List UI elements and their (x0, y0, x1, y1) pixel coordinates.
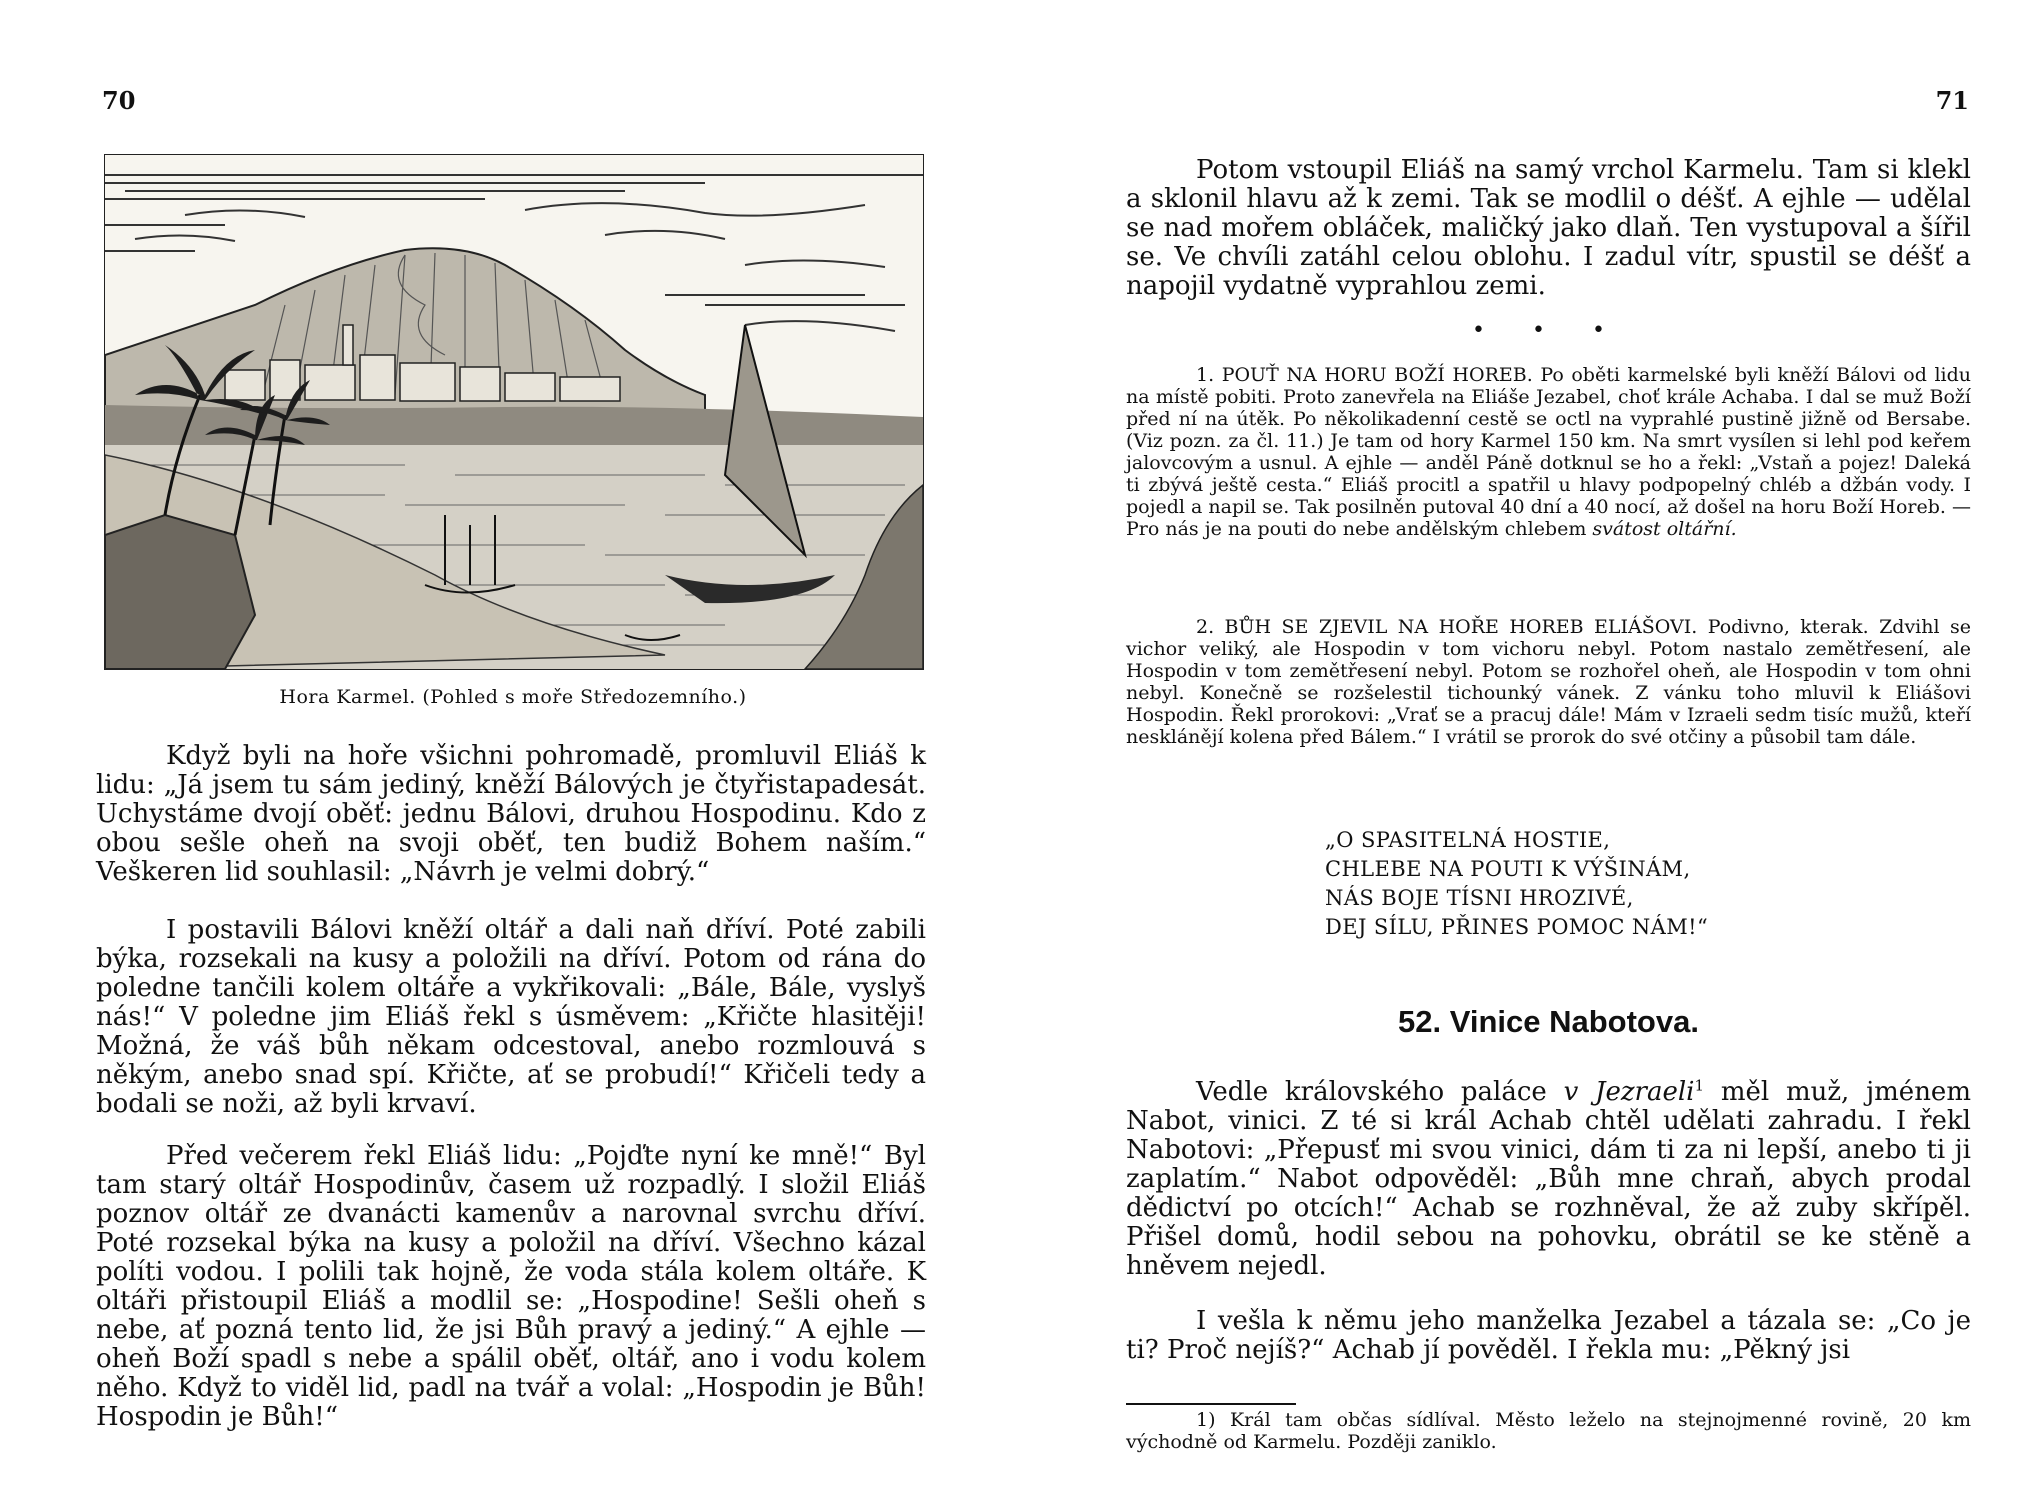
body-paragraph (1126, 1078, 1971, 1281)
page-number-right: 71 (1935, 86, 1969, 115)
place-name: v Jezraeli (1563, 1077, 1695, 1107)
chapter-heading: 52. Vinice Nabotova. (1398, 1004, 1699, 1039)
note-pilgrimage-horeb (1126, 364, 1971, 540)
body-paragraph: I postavili Bálovi kněží oltář a dali naň dříví. Poté zabili býka, rozsekali na kusy a položili na dříví. Potom od rána do poledne tančili kolem oltáře a vykřikovali: „Bále, Bále, vyslyš nás!“ V poledne jim Eliáš řekl s úsměvem: „Křičte hlasitěji! Možná, že váš bůh někam odcestoval, anebo rozmlouvá s někým, anebo snad spí. Křičte, ať se probudí!“ Křičeli tedy a bodali se noži, až byli krvaví. (96, 915, 926, 1119)
body-paragraph: I vešla k němu jeho manželka Jezabel a tázala se: „Co je ti? Proč nejíš?“ Achab jí pověděl. I řekla mu: „Pěkný jsi (1126, 1306, 1971, 1365)
note-heading: 1. POUŤ NA HORU BOŽÍ HOREB. (1196, 364, 1533, 386)
hymn-verse: „O SPASITELNÁ HOSTIE, CHLEBE NA POUTI K VÝŠINÁM, NÁS BOJE TÍSNI HROZIVÉ, DEJ SÍLU, PŘINES POMOC NÁM!“ (1325, 828, 1709, 939)
note-god-revealed (1126, 616, 1971, 748)
body-paragraph: Potom vstoupil Eliáš na samý vrchol Karmelu. Tam si klekl a sklonil hlavu až k zemi. Tak se modlil o déšť. A ejhle — udělal se nad mořem obláček, maličký jako dlaň. Ten vystupoval a šířil se. Ve chvíli zatáhl celou oblohu. I zadul vítr, spustil se déšť a napojil vydatně vyprahlou zemi. (1126, 155, 1971, 301)
right-page (1013, 0, 2026, 1500)
body-paragraph: Před večerem řekl Eliáš lidu: „Pojďte nyní ke mně!“ Byl tam starý oltář Hospodinův, časem už rozpadlý. I složil Eliáš poznov oltář ze dvanácti kamenův a narovnal svrchu dříví. Poté rozsekal býka na kusy a položil na dříví. Všechno kázal políti vodou. I polili tak hojně, že voda stála kolem oltáře. K oltáři přistoupil Eliáš a modlil se: „Hospodine! Sešli oheň s nebe, ať pozná tento lid, že jsi Bůh pravý a jediný.“ A ejhle — oheň Boží spadl s nebe a spálil oběť, oltář, ano i vodu kolem něho. Když to viděl lid, padl na tvář a volal: „Hospodin je Bůh! Hospodin je Bůh!“ (96, 1141, 926, 1432)
engraving-drawing (105, 155, 923, 669)
body-paragraph: Když byli na hoře všichni pohromadě, promluvil Eliáš k lidu: „Já jsem tu sám jediný, kněží Bálových je čtyřistapadesát. Uchystáme dvojí oběť: jednu Bálovi, druhou Hospodinu. Kdo z obou sešle oheň na svoji oběť, ten budiž Bohem naším.“ Veškeren lid souhlasil: „Návrh je velmi dobrý.“ (96, 741, 926, 887)
text-run: Vedle královského paláce (1196, 1077, 1564, 1107)
footnote-divider (1126, 1403, 1296, 1405)
mount-carmel-illustration (104, 154, 924, 670)
footnote-reference: 1 (1694, 1076, 1705, 1095)
text-run: měl muž, jménem Nabot, vinici. Z té si král Achab chtěl udělati zahradu. I řekl Nabotovi: „Přepusť mi svou vinici, dám ti za ni lepší, anebo ti ji zaplatím.“ Nabot odpověděl: „Bůh mne chraň, abych prodal dědictví po otcích!“ Achab se rozhněval, že až zuby skřípěl. Přišel domů, hodil sebou na pohovku, obrátil se ke stěně a hněvem nejedl. (1126, 1077, 1971, 1281)
page-number-left: 70 (102, 86, 136, 115)
note-emphasis: svátost oltářní. (1592, 518, 1737, 540)
note-text: Po oběti karmelské byli kněží Bálovi od lidu na místě pobiti. Proto zanevřela na Eliáše Jezabel, choť krále Achaba. I dal se muž Boží před ní na útěk. Po několikadenní cestě se octl na vyprahlé pustině jižně od Bersabe. (Viz pozn. za čl. 11.) Je tam od hory Karmel 150 km. Na smrt vysílen si lehl pod keřem jalovcovým a usnul. A ejhle — anděl Páně dotknul se ho a řekl: „Vstaň a pojez! Daleká ti zbývá ještě cesta.“ Eliáš procitl a spatřil u hlavy podpopelný chléb a džbán vody. I pojedl a napil se. Tak posilněn putoval 40 dní a 40 nocí, až došel na horu Boží Horeb. — Pro nás je na pouti do nebe andělským chlebem (1126, 364, 1972, 540)
section-divider: • • • (1472, 318, 1625, 343)
note-heading: 2. BŮH SE ZJEVIL NA HOŘE HOREB ELIÁŠOVI. (1196, 616, 1698, 638)
illustration-caption: Hora Karmel. (Pohled s moře Středozemního.) (279, 686, 747, 708)
footnote: 1) Král tam občas sídlíval. Město leželo na stejnojmenné rovině, 20 km východně od Karmelu. Později zaniklo. (1126, 1409, 1971, 1453)
note-text: Podivno, kterak. Zdvihl se vichor veliký, ale Hospodin v tom vichoru nebyl. Potom nastalo zemětřesení, ale Hospodin v tom zemětřesení nebyl. Potom se rozhořel oheň, ale Hospodin v tom ohni nebyl. Konečně se rozšelestil tichounký vánek. Z vánku toho mluvil k Eliášovi Hospodin. Řekl prorokovi: „Vrať se a pracuj dále! Mám v Izraeli sedm tisíc mužů, kteří nesklánějí kolena před Bálem.“ I vrátil se prorok do své otčiny a působil tam dále. (1126, 616, 1971, 748)
